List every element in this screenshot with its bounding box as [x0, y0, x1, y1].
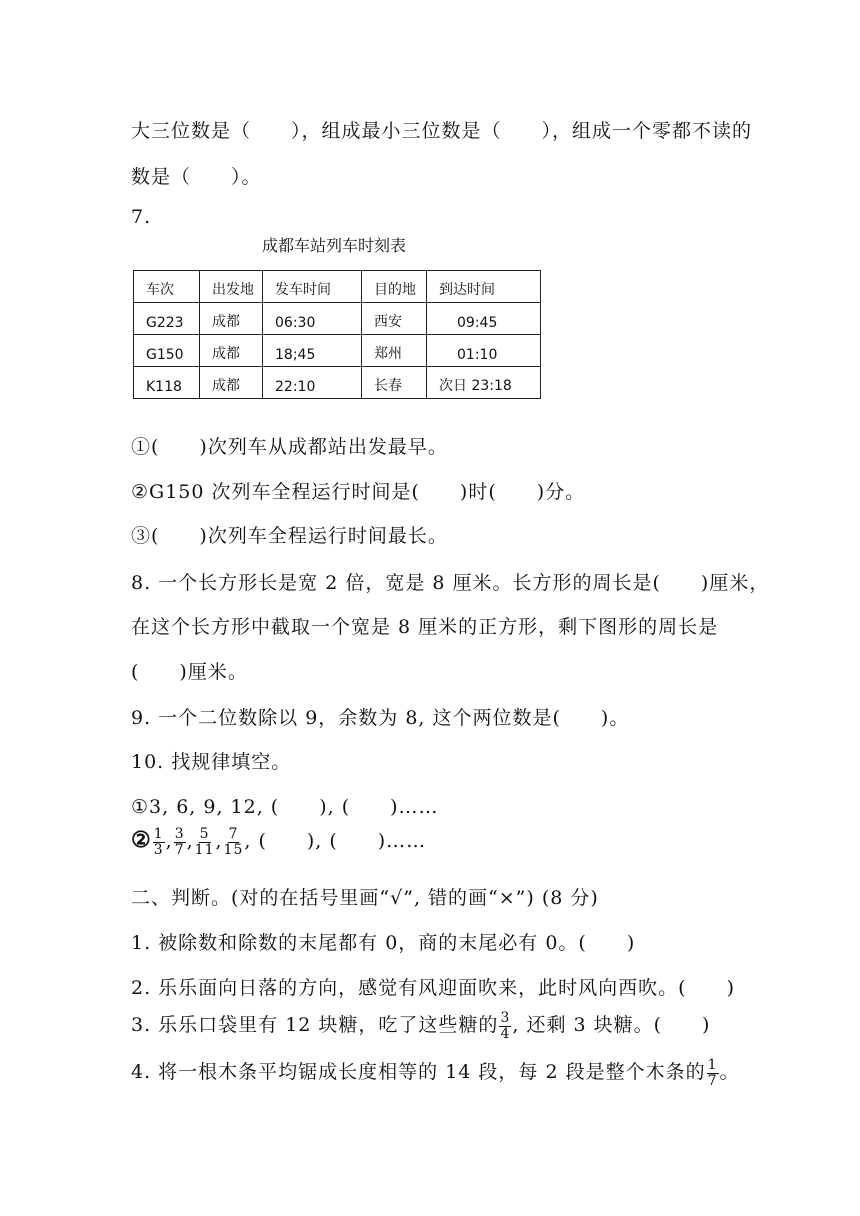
table-row	[134, 367, 541, 399]
text-line: 3. 乐乐口袋里有 12 块糖，吃了这些糖的 $\frac{3}{4}$ , 还剩 3 块糖。( )	[131, 1009, 711, 1042]
table-header: 车次	[134, 271, 200, 303]
table-cell: G150	[134, 335, 200, 367]
table-cell: 长春	[362, 367, 427, 399]
train-timetable	[133, 270, 541, 399]
text-line: 8. 一个长方形长是宽 2 倍，宽是 8 厘米。长方形的周长是( )厘米，	[131, 572, 770, 594]
text-line: 大三位数是（ ），组成最小三位数是（ ），组成一个零都不读的	[131, 120, 753, 142]
text-line: 在这个长方形中截取一个宽是 8 厘米的正方形，剩下图形的周长是	[131, 616, 719, 638]
table-cell: 09:45	[427, 303, 541, 335]
table-cell: 西安	[362, 303, 427, 335]
section-heading: 二、判断。(对的在括号里画“√”, 错的画“×”) (8 分)	[131, 887, 599, 909]
table-cell: 成都	[200, 367, 263, 399]
fraction: $\frac{1}{7}$	[707, 1056, 718, 1089]
table-cell: 成都	[200, 335, 263, 367]
timetable-title: 成都车站列车时刻表	[262, 236, 407, 255]
table-row	[134, 335, 541, 367]
table-header: 发车时间	[263, 271, 362, 303]
table-row	[134, 303, 541, 335]
table-header: 到达时间	[427, 271, 541, 303]
table-header-row	[134, 271, 541, 303]
table-cell: 次日 23:18	[427, 367, 541, 399]
text-line: 2. 乐乐面向日落的方向，感觉有风迎面吹来，此时风向西吹。( )	[131, 977, 735, 999]
table-cell: 22:10	[263, 367, 362, 399]
table-header: 出发地	[200, 271, 263, 303]
question-number: 7.	[131, 206, 152, 228]
table-cell: 18;45	[263, 335, 362, 367]
table-header: 目的地	[362, 271, 427, 303]
text-line: 1. 被除数和除数的末尾都有 0，商的末尾必有 0。( )	[131, 932, 636, 954]
table-cell: 成都	[200, 303, 263, 335]
fraction: $\frac{7}{15}$	[223, 825, 244, 858]
text-line: 数是（ ）。	[131, 166, 262, 188]
text-line: ①( )次列车从成都站出发最早。	[131, 436, 448, 458]
fraction: $\frac{3}{7}$	[174, 825, 185, 858]
circled-number: ②	[131, 827, 152, 853]
fraction: $\frac{5}{11}$	[194, 825, 215, 858]
text-line: ①3, 6, 9, 12, ( ), ( )……	[131, 796, 439, 818]
table-cell: 郑州	[362, 335, 427, 367]
fraction: $\frac{1}{3}$	[153, 825, 164, 858]
text-line: 9. 一个二位数除以 9，余数为 8, 这个两位数是( )。	[131, 707, 630, 729]
table-cell: K118	[134, 367, 200, 399]
text-line: ③( )次列车全程运行时间最长。	[131, 525, 448, 547]
text-line: 4. 将一根木条平均锯成长度相等的 14 段，每 2 段是整个木条的 $\frac{1}{7}$ 。	[131, 1056, 740, 1089]
text-line: ② $\frac{1}{3}$ , $\frac{3}{7}$ , $\frac{5}{11}$ , $\frac{7}{15}$ , ( ), ( )……	[131, 825, 427, 858]
table-cell: G223	[134, 303, 200, 335]
text-line: ( )厘米。	[131, 661, 248, 683]
text-line: ②G150 次列车全程运行时间是( )时( )分。	[131, 481, 586, 503]
table-cell: 01:10	[427, 335, 541, 367]
text-line: 10. 找规律填空。	[131, 751, 292, 773]
fraction: $\frac{3}{4}$	[500, 1009, 511, 1042]
table-cell: 06:30	[263, 303, 362, 335]
